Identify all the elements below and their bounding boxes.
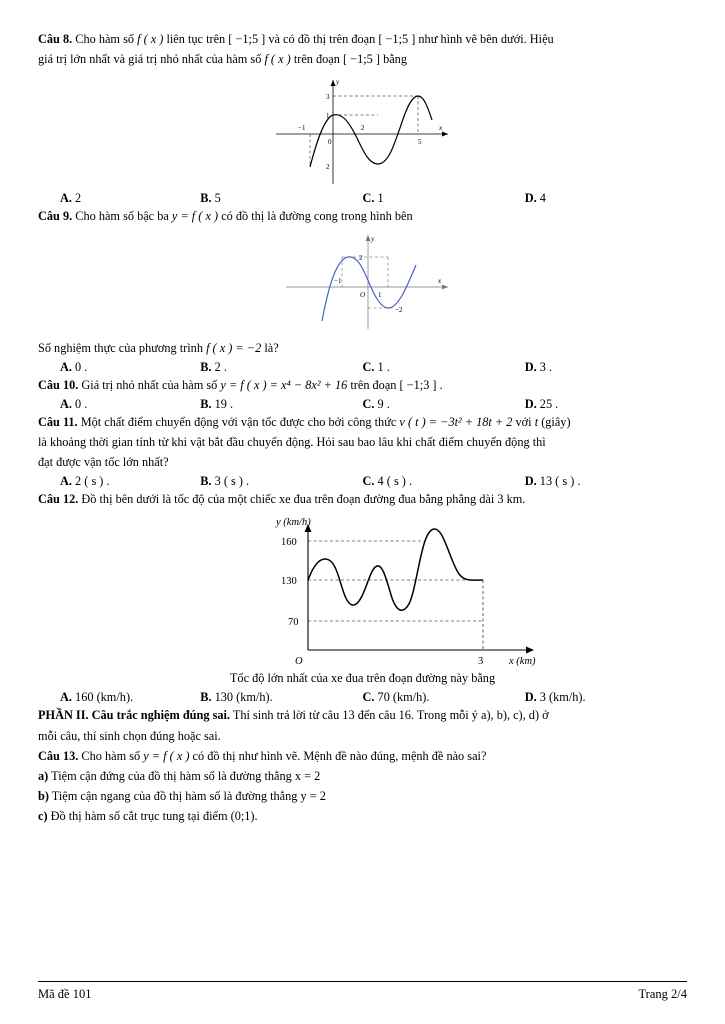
- q8-x-axis-label: x: [438, 124, 442, 133]
- q12-answer-b-key: B.: [200, 690, 212, 705]
- question-8-line2-text2: trên đoạn: [293, 52, 340, 67]
- q10-answer-b-value: 19 .: [214, 397, 234, 412]
- q9-answer-d: [525, 360, 687, 375]
- q12-tick-160: 160: [280, 537, 297, 549]
- q8-origin: 0: [327, 138, 331, 147]
- q11-answer-c-value: 4 ( s ) .: [377, 474, 413, 489]
- q9-answer-b-key: B.: [200, 360, 212, 375]
- q11-answer-b-key: B.: [200, 474, 212, 489]
- question-11-label: Câu 11.: [38, 415, 78, 430]
- q11-answer-b: [200, 474, 362, 489]
- q10-answer-d-key: D.: [524, 397, 537, 412]
- question-13-item-a-key: a): [38, 768, 49, 783]
- question-13-line1: [38, 747, 687, 766]
- q12-answer-c: [363, 690, 525, 705]
- part2-line2: mỗi câu, thí sinh chọn đúng hoặc sai.: [38, 728, 221, 743]
- q9-x-axis-label: x: [437, 277, 441, 286]
- footer-exam-code: Mã đề 101: [38, 987, 92, 1001]
- question-8-line2-text3: bằng: [383, 52, 407, 67]
- q8-tick-minus2: 2: [325, 163, 329, 172]
- question-12-text: Đồ thị bên dưới là tốc độ của một chiếc xe đua trên đoạn đường đua bằng phẳng dài 3 km.: [81, 492, 526, 507]
- q9-answer-c-key: C.: [362, 360, 375, 375]
- question-8-text3: và có đồ thị trên đoạn: [268, 32, 376, 46]
- question-8-label: Câu 8.: [38, 32, 73, 46]
- question-13-item-b-text: Tiệm cận ngang của đồ thị hàm số là đường thẳng y = 2: [51, 788, 326, 803]
- q9-answer-a-key: A.: [60, 360, 72, 375]
- q10-answer-c-value: 9 .: [377, 397, 390, 412]
- question-10-expr: y = f ( x ) = x⁴ − 8x² + 16: [220, 378, 348, 393]
- question-8-text2: liên tục trên: [166, 32, 226, 46]
- q8-answer-c-value: 1: [377, 191, 384, 206]
- q11-answer-a-key: A.: [60, 474, 72, 489]
- question-12-caption: [38, 669, 687, 688]
- q8-y-axis-label: y: [335, 78, 339, 87]
- q10-answer-b-key: B.: [200, 397, 212, 412]
- question-9-label: Câu 9.: [38, 209, 73, 224]
- q12-answer-a-key: A.: [60, 690, 72, 705]
- q12-tick-130: 130: [280, 576, 297, 588]
- q8-tick-5: 5: [417, 138, 421, 147]
- q9-tick-minus1: −1: [333, 277, 341, 286]
- question-9-prompt-text2: là?: [264, 341, 279, 356]
- q12-answer-a: [38, 690, 200, 705]
- question-8-line2-fx: f ( x ): [264, 52, 291, 67]
- question-9-expr: y = f ( x ): [171, 209, 219, 224]
- question-10-text: Giá trị nhỏ nhất của hàm số: [81, 378, 218, 393]
- question-13-item-c: [38, 807, 687, 826]
- question-11-answers: [38, 474, 687, 489]
- q8-answer-d-key: D.: [524, 191, 537, 206]
- q9-origin: O: [359, 291, 365, 300]
- question-12-caption-text: Tốc độ lớn nhất của xe đua trên đoạn đường này bằng: [229, 671, 496, 686]
- question-13-label: Câu 13.: [38, 748, 79, 763]
- part2-heading-line: [38, 706, 687, 725]
- part2-text: Thí sinh trả lời từ câu 13 đến câu 16. Trong mỗi ý a), b), c), d) ở: [230, 708, 549, 723]
- question-10-line1: [38, 376, 687, 395]
- question-12-line1: [38, 490, 687, 509]
- q9-answer-a-value: 0 .: [75, 360, 88, 375]
- q11-answer-c-key: C.: [362, 474, 375, 489]
- question-11-line2: là khoảng thời gian tính từ khi vật bắt đầu chuyển động. Hỏi sau bao lâu khi chất điểm chuyển động thì: [38, 435, 546, 450]
- question-8-line2-interval: [ −1;5 ]: [343, 52, 380, 67]
- q11-answer-d-value: 13 ( s ) .: [539, 474, 581, 489]
- q10-answer-b: [200, 397, 362, 412]
- question-13-text: Cho hàm số: [81, 748, 141, 763]
- q10-answer-a: [38, 397, 200, 412]
- q9-answer-c: [363, 360, 525, 375]
- q8-tick-1: 1: [325, 112, 329, 121]
- footer-page-number: Trang 2/4: [638, 987, 687, 1001]
- question-8-interval1: [ −1;5 ]: [228, 32, 266, 46]
- question-11-expr: v ( t ) = −3t² + 18t + 2: [399, 415, 513, 430]
- q12-y-axis-label: y (km/h): [275, 517, 311, 529]
- q11-answer-a-value: 2 ( s ) .: [75, 474, 110, 489]
- question-13-item-c-text: Đồ thị hàm số cắt trục tung tại điểm (0;1).: [50, 808, 258, 823]
- q12-tick-3: 3: [477, 656, 483, 668]
- q9-answer-b: [200, 360, 362, 375]
- q9-tick-minus2: −2: [394, 306, 402, 315]
- question-8-text1: Cho hàm số: [75, 32, 135, 46]
- question-8-interval2: [ −1;5 ]: [378, 32, 416, 46]
- q8-answer-a-value: 2: [75, 191, 82, 206]
- q11-answer-c: [363, 474, 525, 489]
- q9-answer-c-value: 1 .: [377, 360, 390, 375]
- question-13-expr: y = f ( x ): [143, 748, 190, 763]
- q9-answer-a: [38, 360, 200, 375]
- q12-answer-d-key: D.: [524, 690, 537, 705]
- question-11-text3: (giây): [541, 415, 571, 430]
- question-11-var: t: [534, 415, 539, 430]
- q8-tick-2: 2: [360, 124, 364, 133]
- q10-answer-c-key: C.: [362, 397, 375, 412]
- q11-answer-d-key: D.: [524, 474, 537, 489]
- question-8-fx: f ( x ): [137, 32, 164, 46]
- question-8-line1: [38, 30, 687, 49]
- q8-answer-c-key: C.: [362, 191, 375, 206]
- question-9-figure-wrap: [38, 227, 687, 336]
- question-9-text2: có đồ thị là đường cong trong hình bên: [221, 209, 413, 224]
- question-9-graph: [258, 229, 468, 334]
- q11-answer-d: [525, 474, 687, 489]
- q9-y-axis-label: y: [370, 235, 374, 244]
- question-9-text: Cho hàm số bậc ba: [75, 209, 169, 224]
- q9-answer-d-key: D.: [524, 360, 537, 375]
- question-8-line2-text1: giá trị lớn nhất và giá trị nhỏ nhất của hàm số: [38, 52, 262, 67]
- q10-answer-c: [363, 397, 525, 412]
- question-9-prompt-fx: f ( x ) = −2: [206, 341, 262, 356]
- question-10-label: Câu 10.: [38, 378, 79, 393]
- question-13-text2: có đồ thị như hình vẽ. Mệnh đề nào đúng, mệnh đề nào sai?: [192, 748, 487, 763]
- q10-answer-d-value: 25 .: [539, 397, 559, 412]
- q12-answer-b: [200, 690, 362, 705]
- q8-tick-3: 3: [325, 93, 329, 102]
- question-9-prompt-text1: Số nghiệm thực của phương trình: [38, 341, 203, 356]
- question-13-item-c-key: c): [38, 808, 48, 823]
- question-8-text4: như hình vẽ bên dưới. Hiệu: [418, 32, 554, 46]
- q8-answer-d-value: 4: [539, 191, 546, 206]
- q8-answer-d: [525, 191, 687, 206]
- question-11-text2: với: [515, 415, 532, 430]
- question-9-prompt: [38, 339, 687, 358]
- question-13-item-b-key: b): [38, 788, 49, 803]
- question-10-interval: [ −1;3 ] .: [399, 378, 443, 393]
- q8-answer-a-key: A.: [60, 191, 72, 206]
- question-8-figure-wrap: [38, 70, 687, 189]
- question-9-answers: [38, 360, 687, 375]
- question-10-answers: [38, 397, 687, 412]
- q8-answer-b: [200, 191, 362, 206]
- q8-answer-c: [363, 191, 525, 206]
- q11-answer-a: [38, 474, 200, 489]
- question-12-answers: [38, 690, 687, 705]
- q8-answer-b-value: 5: [214, 191, 221, 206]
- question-11-line3: đạt được vận tốc lớn nhất?: [38, 455, 169, 470]
- q12-answer-d: [525, 690, 687, 705]
- q9-tick-2: 2: [358, 254, 362, 263]
- question-11-text: Một chất điểm chuyển động với vận tốc được cho bởi công thức: [80, 415, 397, 430]
- q9-answer-b-value: 2 .: [214, 360, 227, 375]
- q8-answer-b-key: B.: [200, 191, 212, 206]
- question-13-item-a-text: Tiệm cận đứng của đồ thị hàm số là đường thẳng x = 2: [51, 768, 321, 783]
- q10-answer-a-key: A.: [60, 397, 72, 412]
- question-8-line2: [38, 50, 687, 69]
- question-12-figure-wrap: [38, 510, 687, 669]
- q10-answer-a-value: 0 .: [75, 397, 88, 412]
- q12-answer-c-key: C.: [362, 690, 375, 705]
- question-13-item-b: [38, 787, 687, 806]
- q9-answer-d-value: 3 .: [539, 360, 553, 375]
- question-11-line1: [38, 413, 687, 432]
- question-12-label: Câu 12.: [38, 492, 79, 507]
- part2-heading: PHẦN II. Câu trắc nghiệm đúng sai.: [38, 708, 230, 723]
- question-12-chart: [173, 512, 553, 667]
- question-10-text2: trên đoạn: [350, 378, 397, 393]
- q10-answer-d: [525, 397, 687, 412]
- question-8-graph: [258, 72, 468, 187]
- q12-tick-70: 70: [287, 617, 298, 629]
- q12-answer-d-value: 3 (km/h).: [539, 690, 586, 705]
- q11-answer-b-value: 3 ( s ) .: [214, 474, 250, 489]
- question-9-line1: [38, 207, 687, 226]
- q12-answer-a-value: 160 (km/h).: [75, 690, 134, 705]
- page-footer: [38, 981, 687, 1002]
- q12-answer-b-value: 130 (km/h).: [214, 690, 273, 705]
- q12-origin-label: O: [294, 656, 303, 668]
- q12-answer-c-value: 70 (km/h).: [377, 690, 430, 705]
- q8-tick-minus1: −1: [297, 124, 305, 133]
- q9-tick-1: 1: [377, 291, 381, 300]
- q8-answer-a: [38, 191, 200, 206]
- q12-x-axis-label: x (km): [508, 656, 536, 668]
- question-13-item-a: [38, 767, 687, 786]
- question-8-answers: [38, 191, 687, 206]
